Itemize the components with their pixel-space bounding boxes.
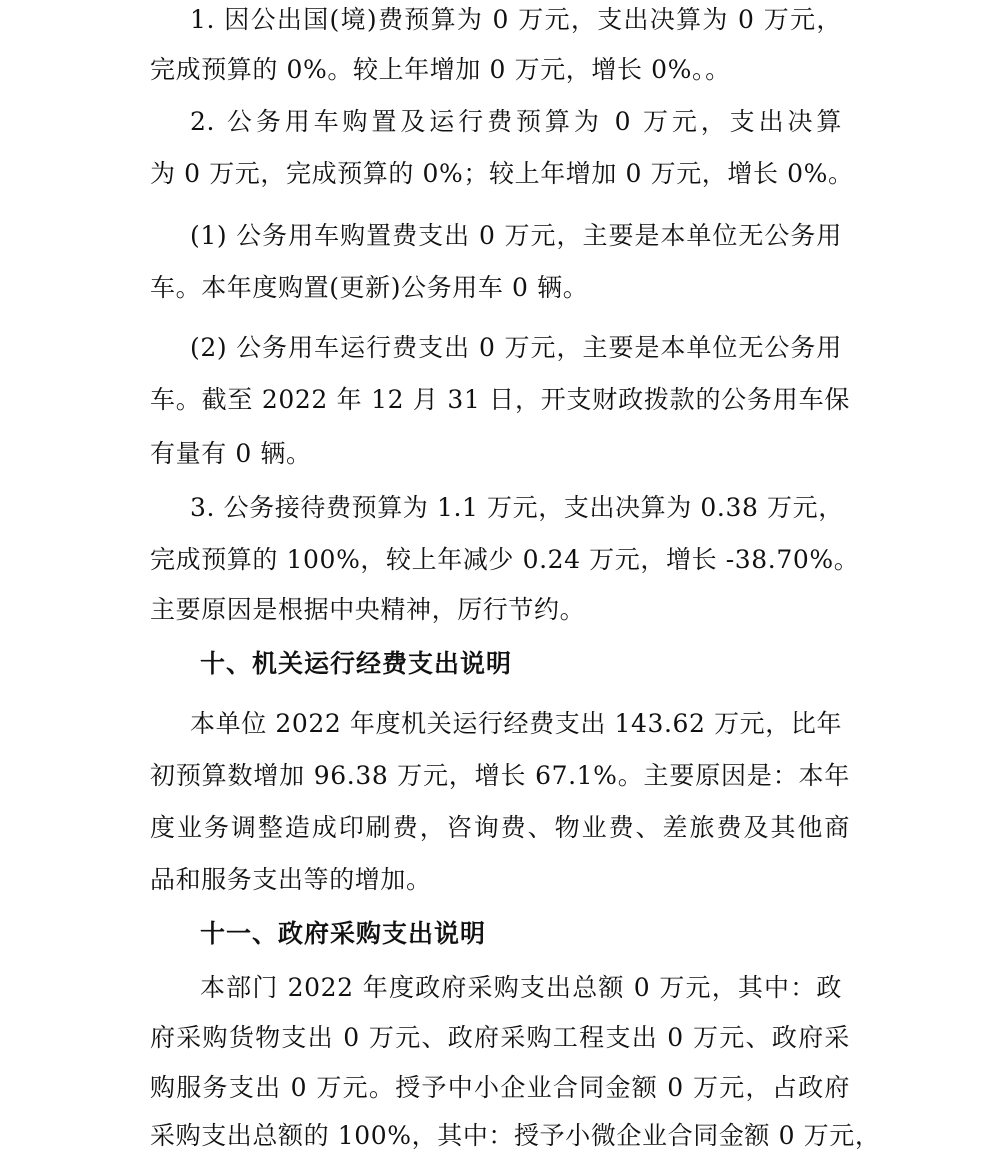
paragraph-line: 为 0 万元，完成预算的 0%；较上年增加 0 万元，增长 0%。 <box>150 159 854 188</box>
paragraph-line: 1. 因公出国(境)费预算为 0 万元，支出决算为 0 万元， <box>190 5 842 34</box>
paragraph-line: 2. 公务用车购置及运行费预算为 0 万元，支出决算 <box>190 107 842 136</box>
paragraph-line: 有量有 0 辆。 <box>150 439 312 468</box>
section-heading: 十一、政府采购支出说明 <box>200 919 487 948</box>
paragraph-line: 度业务调整造成印刷费，咨询费、物业费、差旅费及其他商 <box>150 813 850 842</box>
paragraph-line: 完成预算的 100%，较上年减少 0.24 万元，增长 -38.70%。 <box>150 545 860 574</box>
paragraph-line: 车。本年度购置(更新)公务用车 0 辆。 <box>150 273 589 302</box>
paragraph-line: 府采购货物支出 0 万元、政府采购工程支出 0 万元、政府采 <box>150 1023 850 1052</box>
section-heading: 十、机关运行经费支出说明 <box>200 649 513 678</box>
paragraph-line: (1) 公务用车购置费支出 0 万元，主要是本单位无公务用 <box>190 221 842 250</box>
paragraph-line: (2) 公务用车运行费支出 0 万元，主要是本单位无公务用 <box>190 333 842 362</box>
paragraph-line: 采购支出总额的 100%，其中：授予小微企业合同金额 0 万元， <box>150 1121 881 1150</box>
paragraph-line: 本部门 2022 年度政府采购支出总额 0 万元，其中：政 <box>200 973 842 1002</box>
paragraph-line: 3. 公务接待费预算为 1.1 万元，支出决算为 0.38 万元， <box>190 493 844 522</box>
paragraph-line: 购服务支出 0 万元。授予中小企业合同金额 0 万元，占政府 <box>150 1073 850 1102</box>
paragraph-line: 车。截至 2022 年 12 月 31 日，开支财政拨款的公务用车保 <box>150 385 850 414</box>
paragraph-line: 品和服务支出等的增加。 <box>150 865 432 894</box>
paragraph-line: 完成预算的 0%。较上年增加 0 万元，增长 0%。。 <box>150 55 731 84</box>
paragraph-line: 初预算数增加 96.38 万元，增长 67.1%。主要原因是：本年 <box>150 761 850 790</box>
paragraph-line: 本单位 2022 年度机关运行经费支出 143.62 万元，比年 <box>190 709 843 738</box>
paragraph-line: 主要原因是根据中央精神，厉行节约。 <box>150 595 586 624</box>
